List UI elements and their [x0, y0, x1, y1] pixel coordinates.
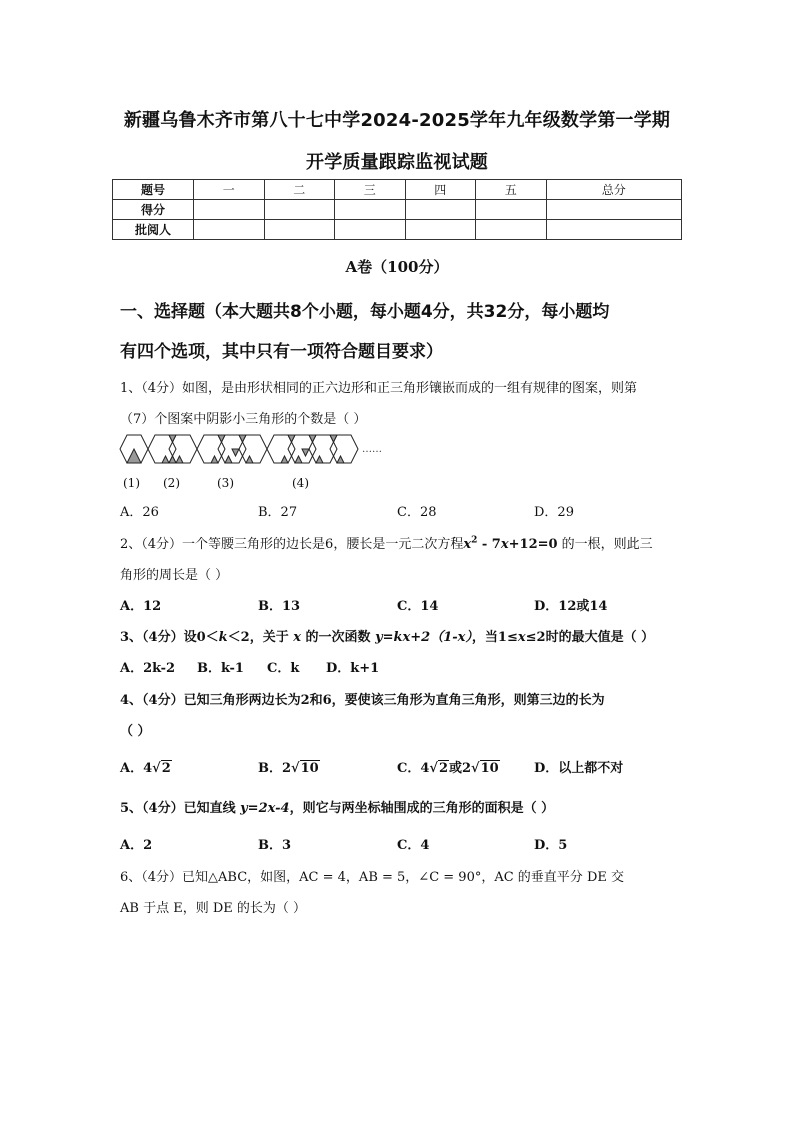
q4-option-b-radicand: 10 — [300, 761, 319, 776]
q2-text-line2: 角形的周长是（ ） — [120, 568, 229, 583]
figure-ellipsis: …… — [362, 444, 382, 455]
q3-option-b[interactable]: B．k-1 — [197, 661, 244, 676]
q2-eq-var: x — [463, 537, 472, 552]
score-cell: 四 — [405, 180, 476, 200]
section1-heading-line1: 一、选择题（本大题共8个小题，每小题4分，共32分，每小题均 — [120, 302, 610, 322]
score-row-label: 得分 — [113, 200, 194, 220]
q4-option-c[interactable] — [397, 757, 500, 776]
q3-option-d[interactable]: D．k+1 — [326, 661, 380, 676]
score-table — [112, 179, 682, 240]
q5-option-a[interactable]: A．2 — [120, 838, 153, 853]
figure-label: (4) — [292, 476, 309, 490]
exam-title-line1: 新疆乌鲁木齐市第八十七中学2024-2025学年九年级数学第一学期 — [123, 110, 671, 131]
shaded-triangle — [169, 456, 176, 463]
q3-text-4: ，当1≤ — [471, 630, 518, 645]
q3-var-k: k — [218, 630, 228, 645]
score-cell: 二 — [264, 180, 335, 200]
q5-text-pre: 5、（4分）已知直线 — [120, 801, 241, 816]
score-cell: 一 — [194, 180, 265, 200]
q1-option-d[interactable]: D．29 — [534, 505, 574, 520]
q2-eq-exponent: 2 — [471, 535, 478, 546]
figure-label: (2) — [163, 476, 180, 490]
score-cell-empty — [476, 220, 547, 240]
shaded-triangle — [309, 435, 316, 442]
shaded-triangle — [232, 449, 239, 456]
shaded-triangle — [239, 435, 246, 442]
q4-option-a-radicand: 2 — [161, 761, 171, 776]
q6-text-line2: AB 于点 E，则 DE 的长为（ ） — [120, 901, 307, 916]
score-cell-empty — [546, 220, 682, 240]
q4-option-a[interactable] — [120, 757, 172, 776]
q1-text-line1: 1、（4分）如图，是由形状相同的正六边形和正三角形镶嵌而成的一组有规律的图案，则第 — [120, 381, 638, 396]
q3-text-1: 3、（4分）设0＜ — [120, 630, 219, 645]
q2-eq-var2: x — [500, 537, 509, 552]
q1-options — [120, 501, 690, 519]
q4-option-b-coef: B．2 — [258, 761, 292, 776]
shaded-triangle — [288, 435, 295, 442]
q2-option-c[interactable]: C．14 — [397, 599, 439, 614]
shaded-triangle — [316, 456, 323, 463]
shaded-triangle — [169, 435, 176, 442]
q2-text-post: 的一根，则此三 — [557, 537, 653, 552]
sqrt-sign: √10 — [291, 761, 319, 776]
shaded-triangle — [337, 456, 344, 463]
q4-option-c-coef: C．4 — [397, 761, 430, 776]
sqrt-sign: √2 — [429, 761, 448, 776]
score-cell: 总分 — [546, 180, 682, 200]
q3-text-5: ≤2时的最大值是（ ） — [525, 630, 655, 645]
q2-options — [120, 595, 690, 613]
q3-text-2: ＜2，关于 — [227, 630, 294, 645]
q4-option-c-or: 或2 — [449, 761, 472, 776]
q2-text-line1 — [120, 533, 690, 552]
figure-label: (1) — [123, 476, 140, 490]
q2-text-pre: 2、（4分）一个等腰三角形的边长是6，腰长是一元二次方程 — [120, 537, 464, 552]
q1-text-line2: （7）个图案中阴影小三角形的个数是（ ） — [120, 412, 367, 427]
q3-option-c[interactable]: C．k — [267, 661, 300, 676]
shaded-triangle — [176, 456, 183, 463]
score-cell-empty — [264, 220, 335, 240]
shaded-triangle — [281, 456, 288, 463]
grader-row-label: 批阅人 — [113, 220, 194, 240]
q3-var-x: x — [293, 630, 301, 645]
q2-option-a[interactable]: A．12 — [120, 599, 162, 614]
score-cell-empty — [335, 220, 406, 240]
score-table-score-row — [113, 200, 682, 220]
q2-eq-tail: +12=0 — [508, 537, 558, 552]
q1-option-c[interactable]: C．28 — [397, 505, 437, 520]
q1-option-b[interactable]: B．27 — [258, 505, 298, 520]
sqrt-sign: √10 — [471, 761, 499, 776]
score-cell: 题号 — [113, 180, 194, 200]
q5-option-d[interactable]: D．5 — [534, 838, 568, 853]
q5-text-line1 — [120, 797, 690, 816]
q3-function: y=kx+2（1-x） — [375, 630, 472, 645]
q5-option-b[interactable]: B．3 — [258, 838, 292, 853]
q2-option-d[interactable]: D．12或14 — [534, 599, 608, 614]
q4-option-c-radicand2: 10 — [480, 761, 499, 776]
q4-text-line1: 4、（4分）已知三角形两边长为2和6，要使该三角形为直角三角形，则第三边的长为 — [120, 693, 605, 708]
q5-options — [120, 834, 690, 852]
q4-option-c-radicand: 2 — [438, 761, 448, 776]
score-cell-empty — [194, 200, 265, 220]
shaded-triangle — [295, 456, 302, 463]
score-table-grader-row — [113, 220, 682, 240]
score-cell-empty — [546, 200, 682, 220]
q5-option-c[interactable]: C．4 — [397, 838, 430, 853]
q5-equation: y=2x-4 — [240, 801, 290, 816]
score-cell-empty — [335, 200, 406, 220]
q4-option-a-coef: A．4 — [120, 761, 153, 776]
q3-option-a[interactable]: A．2k-2 — [120, 661, 176, 676]
shaded-triangle — [162, 456, 169, 463]
q1-option-a[interactable]: A．26 — [120, 505, 159, 520]
q2-option-b[interactable]: B．13 — [258, 599, 301, 614]
sqrt-sign: √2 — [152, 761, 171, 776]
score-cell-empty — [405, 220, 476, 240]
score-cell-empty — [264, 200, 335, 220]
shaded-triangle — [127, 449, 141, 463]
q4-options — [120, 757, 690, 775]
q3-options — [120, 657, 690, 675]
figure-label: (3) — [217, 476, 234, 490]
q3-text-line1 — [120, 626, 690, 645]
shaded-triangle — [225, 456, 232, 463]
q1-tiling-figure — [118, 432, 388, 472]
score-cell: 五 — [476, 180, 547, 200]
shaded-triangle — [218, 435, 225, 442]
q3-text-3: 的一次函数 — [301, 630, 376, 645]
q3-var-x2: x — [517, 630, 526, 645]
q5-text-post: ，则它与两坐标轴围成的三角形的面积是（ ） — [289, 801, 555, 816]
shaded-triangle — [330, 435, 337, 442]
q4-option-b[interactable] — [258, 757, 320, 776]
shaded-triangle — [302, 449, 309, 456]
section1-heading-line2: 有四个选项，其中只有一项符合题目要求） — [120, 342, 443, 362]
score-cell: 三 — [335, 180, 406, 200]
q4-text-line2: （ ） — [120, 724, 151, 739]
shaded-triangle — [211, 456, 218, 463]
q2-eq-part: - 7 — [477, 537, 501, 552]
volume-label: A卷（100分） — [345, 258, 449, 276]
exam-title-line2: 开学质量跟踪监视试题 — [306, 152, 488, 173]
score-cell-empty — [405, 200, 476, 220]
q4-option-d[interactable]: D．以上都不对 — [534, 761, 624, 776]
shaded-triangle — [246, 456, 253, 463]
score-cell-empty — [194, 220, 265, 240]
q6-text-line1: 6、（4分）已知△ABC，如图，AC = 4，AB = 5，∠C = 90°，AC 的垂直平分 DE 交 — [120, 870, 624, 885]
score-cell-empty — [476, 200, 547, 220]
score-table-header-row — [113, 180, 682, 200]
